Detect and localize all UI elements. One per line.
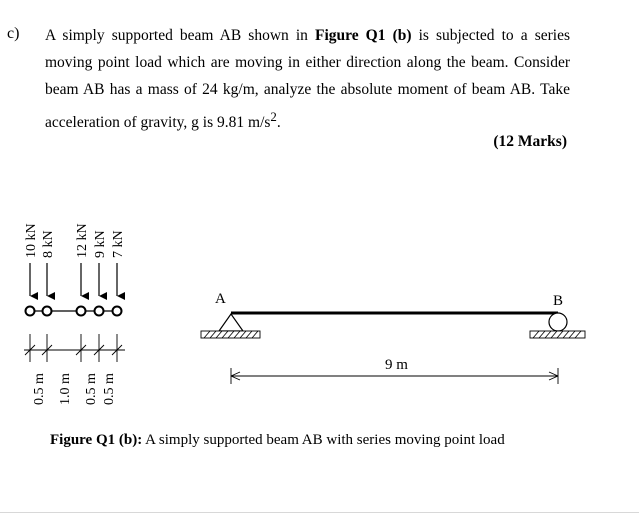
roller-support-b bbox=[530, 313, 585, 338]
span-dimension bbox=[231, 357, 558, 384]
load-train bbox=[24, 223, 126, 405]
support-a-label: A bbox=[215, 291, 226, 307]
wheel-2 bbox=[43, 307, 52, 316]
figure-caption-label: Figure Q1 (b): bbox=[50, 432, 143, 448]
figure-reference: Figure Q1 (b) bbox=[314, 27, 412, 44]
spacing-label-1: 0.5 m bbox=[32, 373, 47, 405]
question-text-part-3: . bbox=[276, 114, 281, 132]
support-b-label: B bbox=[553, 293, 564, 309]
figure-caption-text: A simply supported beam AB with series moving point load bbox=[142, 432, 505, 448]
load-label-4: 9 kN bbox=[93, 230, 108, 258]
load-label-3: 12 kN bbox=[75, 223, 90, 258]
spacing-label-2: 1.0 m bbox=[58, 373, 73, 405]
wheel-5 bbox=[113, 307, 122, 316]
wheel-1 bbox=[26, 307, 35, 316]
question-text-part-2: is subjected to a series moving point load which are moving in either direction along the beam. Consider beam AB has a mass of 24 kg/m, analyze the absolute moment of beam AB. Take acceleration of gravity, g is 9.81 m/s bbox=[45, 27, 570, 132]
pin-support-a bbox=[201, 314, 260, 338]
spacing-label-4: 0.5 m bbox=[102, 373, 117, 405]
load-label-2: 8 kN bbox=[41, 230, 56, 258]
page-divider bbox=[0, 512, 639, 513]
wheel-3 bbox=[77, 307, 86, 316]
question-label: c) bbox=[7, 25, 20, 42]
gravity-unit-exponent: 2 bbox=[270, 109, 277, 124]
beam bbox=[201, 291, 585, 384]
wheel-4 bbox=[95, 307, 104, 316]
beam-figure bbox=[0, 190, 639, 450]
spacing-label-3: 0.5 m bbox=[84, 373, 99, 405]
marks-label: (12 Marks) bbox=[493, 133, 567, 150]
load-label-1: 10 kN bbox=[24, 223, 39, 258]
figure-caption bbox=[50, 432, 505, 449]
question-text bbox=[45, 22, 570, 136]
question-text-part-1: A simply supported beam AB shown in bbox=[45, 27, 315, 44]
span-label: 9 m bbox=[385, 357, 408, 373]
load-label-5: 7 kN bbox=[111, 230, 126, 258]
